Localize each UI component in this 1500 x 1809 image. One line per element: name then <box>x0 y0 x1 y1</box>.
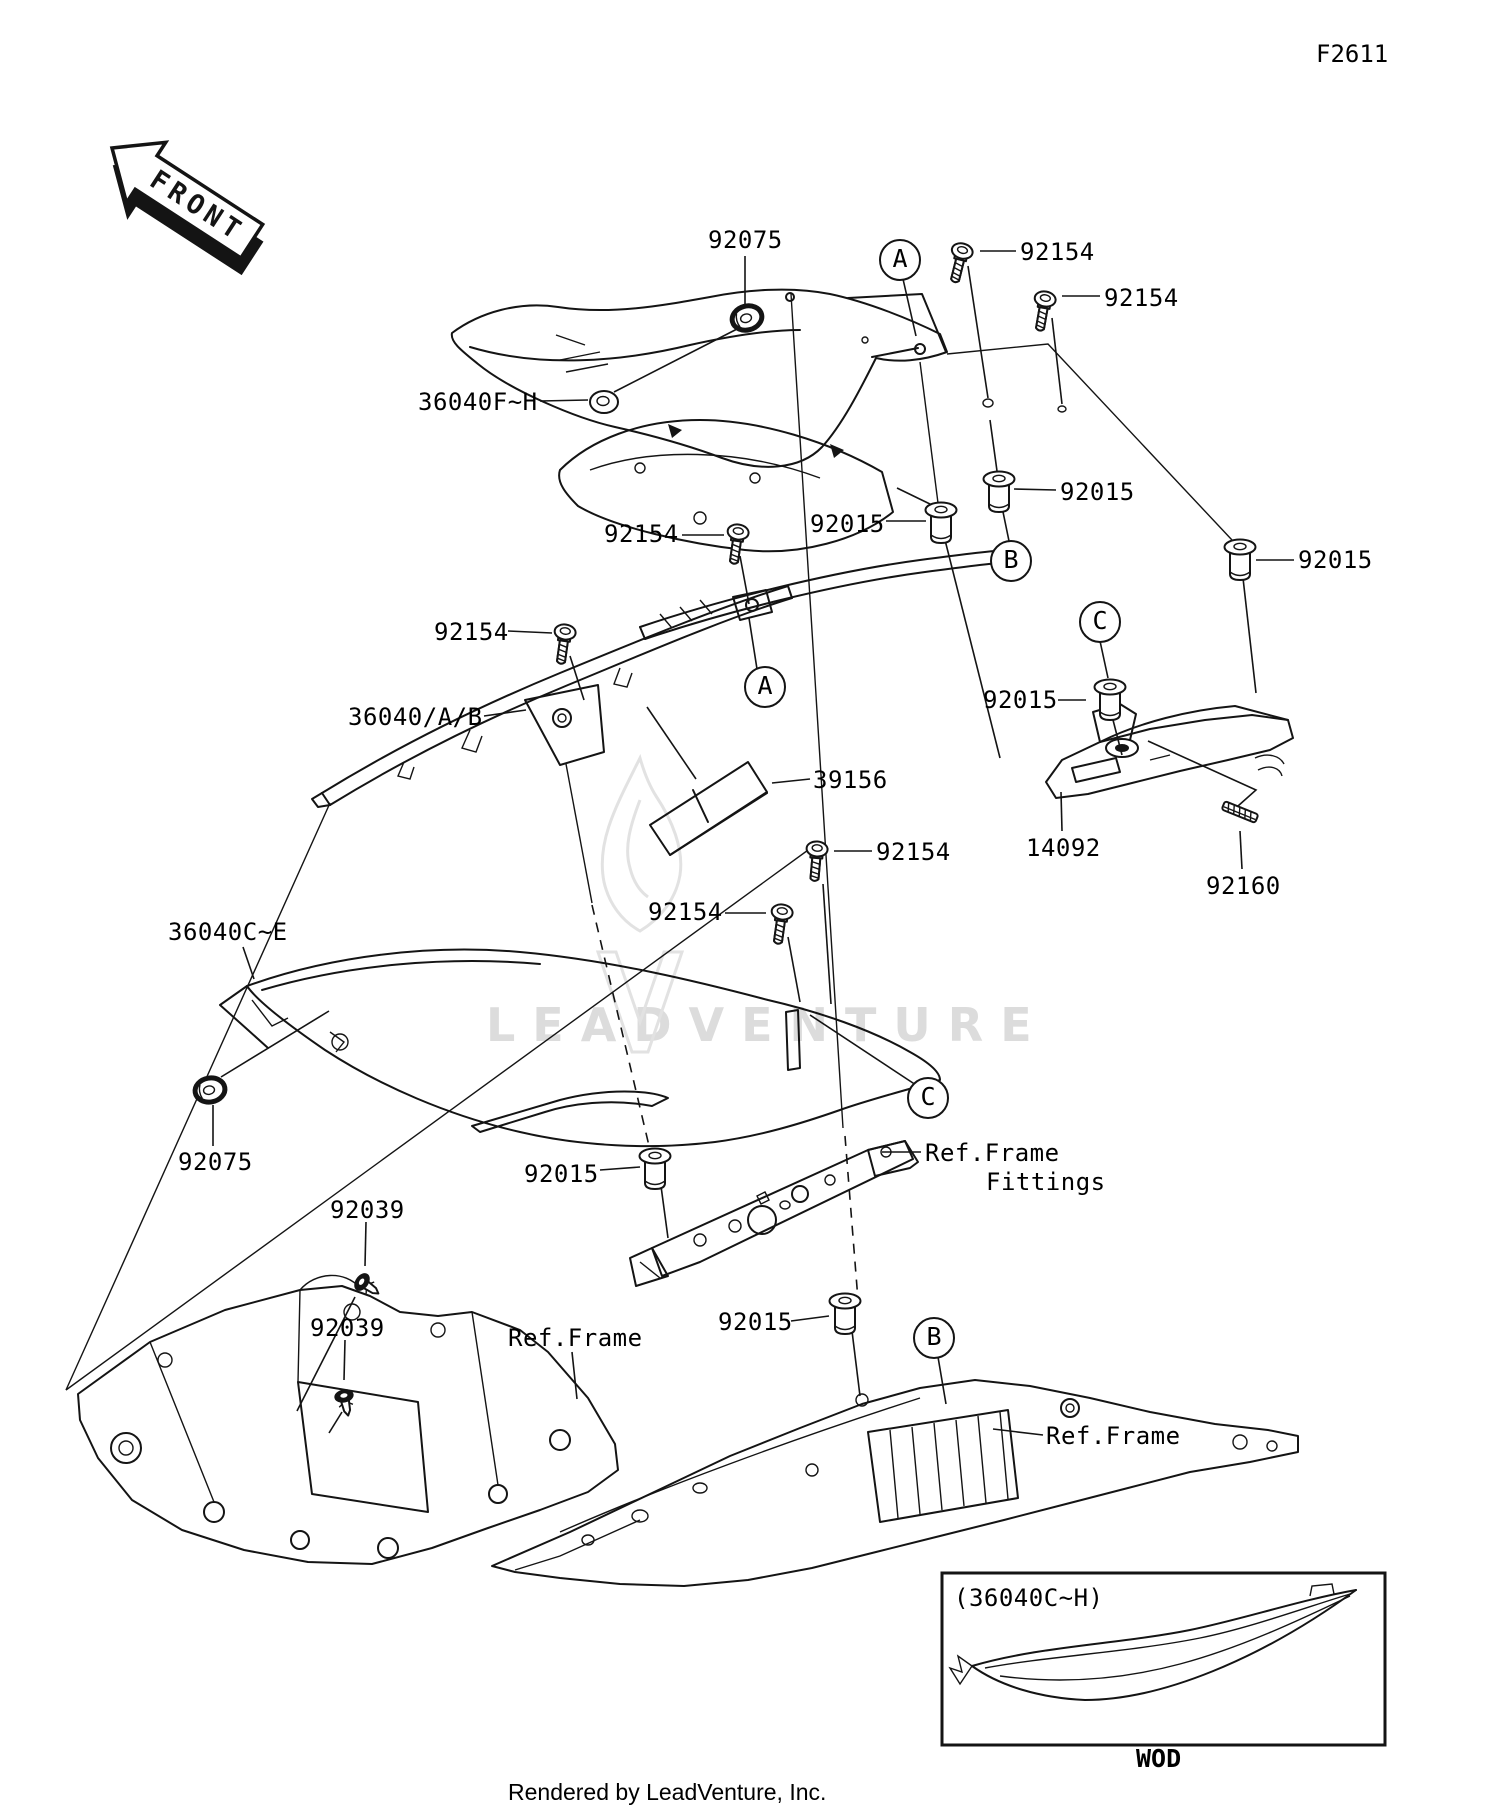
screw-92154 <box>804 841 828 882</box>
leadventure-watermark-text: LEADVENTURE <box>486 998 1049 1052</box>
callout-badge-C: C <box>907 1077 949 1119</box>
screw-92154 <box>767 903 793 945</box>
spacer-92015 <box>926 503 957 544</box>
part-label-36040F~H: 36040F~H <box>418 388 538 416</box>
render-credit: Rendered by LeadVenture, Inc. <box>508 1779 827 1805</box>
callout-badge-B: B <box>913 1317 955 1359</box>
spacer-92015 <box>1225 540 1256 581</box>
part-label-92015: 92015 <box>718 1308 793 1336</box>
part-label-92015: 92015 <box>810 510 885 538</box>
part-label-RefFrame: Ref.Frame <box>925 1139 1060 1167</box>
figure-code: F2611 <box>1316 40 1389 68</box>
spacer-92015 <box>1095 680 1126 721</box>
callout-badge-B: B <box>990 540 1032 582</box>
inset-code: WOD <box>1136 1744 1182 1773</box>
part-label-36040AB: 36040/A/B <box>348 703 483 731</box>
part-label-92154: 92154 <box>1104 284 1179 312</box>
part-label-92015: 92015 <box>524 1160 599 1188</box>
part-side-cover-rail <box>312 550 1008 807</box>
part-label-92015: 92015 <box>1060 478 1135 506</box>
part-label-92039: 92039 <box>330 1196 405 1224</box>
part-label-39156: 39156 <box>813 766 888 794</box>
part-label-92160: 92160 <box>1206 872 1281 900</box>
part-label-92154: 92154 <box>876 838 951 866</box>
callout-badge-C: C <box>1079 601 1121 643</box>
part-label-92039: 92039 <box>310 1314 385 1342</box>
rivet-92039 <box>334 1388 357 1417</box>
spacer-92015 <box>984 472 1015 513</box>
part-label-92154: 92154 <box>604 520 679 548</box>
part-label-92154: 92154 <box>648 898 723 926</box>
part-label-92075: 92075 <box>708 226 783 254</box>
part-label-RefFrame: Ref.Frame <box>508 1324 643 1352</box>
svg-text:FRONT: FRONT <box>144 164 251 249</box>
part-label-92154: 92154 <box>434 618 509 646</box>
part-label-36040C~E: 36040C~E <box>168 918 288 946</box>
callout-badge-A: A <box>744 666 786 708</box>
rivet-92039 <box>352 1271 383 1301</box>
part-pad-39156 <box>650 762 767 855</box>
spacer-92015 <box>830 1294 861 1335</box>
part-label-RefFrame: Ref.Frame <box>1046 1422 1181 1450</box>
part-frame-right <box>492 1380 1298 1586</box>
part-label-92015: 92015 <box>1298 546 1373 574</box>
spacer-92015 <box>640 1149 671 1190</box>
part-frame-fittings-bracket <box>630 1141 918 1286</box>
inset-caption: (36040C~H) <box>954 1584 1104 1612</box>
screw-92154 <box>550 623 576 665</box>
part-upper-tail-cowl <box>452 290 947 467</box>
front-direction-arrow <box>84 119 280 288</box>
part-label-Fittings: Fittings <box>986 1168 1106 1196</box>
part-label-92154: 92154 <box>1020 238 1095 266</box>
screw-92154 <box>723 523 749 565</box>
part-label-92015: 92015 <box>983 686 1058 714</box>
part-label-92075: 92075 <box>178 1148 253 1176</box>
leader-lines <box>66 251 1294 1435</box>
part-side-cover <box>220 950 940 1146</box>
grommet-92075 <box>193 1076 227 1105</box>
callout-badge-A: A <box>879 239 921 281</box>
part-label-14092: 14092 <box>1026 834 1101 862</box>
grommet-92075 <box>729 303 764 334</box>
